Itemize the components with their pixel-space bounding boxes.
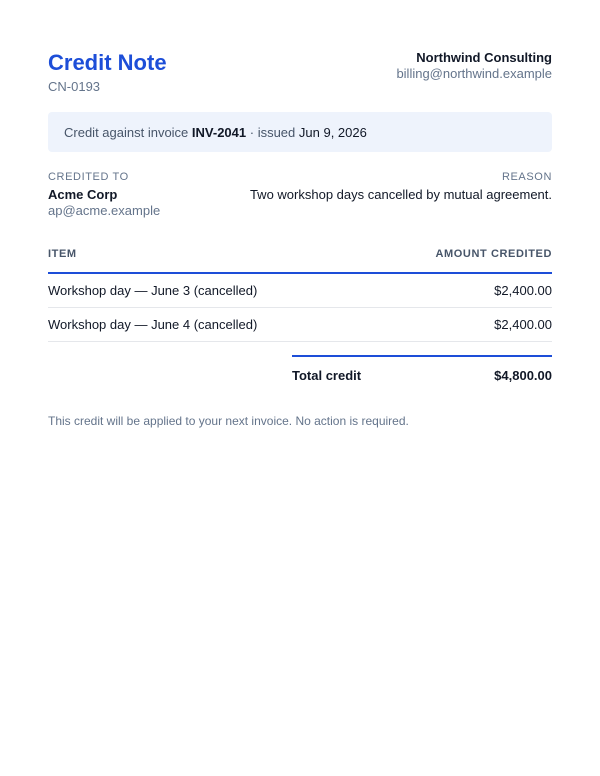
reference-issue-date: Jun 9, 2026 [298, 124, 367, 140]
table-row [48, 274, 552, 308]
reason-block [250, 170, 552, 230]
reference-prefix: Credit against invoice [64, 124, 189, 140]
issuer-block [396, 48, 552, 82]
credited-to-name: Acme Corp [48, 187, 118, 202]
table-row [48, 308, 552, 342]
document-header [48, 48, 552, 112]
row-item-amount: $2,400.00 [494, 317, 552, 332]
reference-separator: · issued [249, 124, 296, 140]
issuer-name: Northwind Consulting [416, 50, 552, 65]
total-label: Total credit [292, 367, 362, 383]
footer-note: This credit will be applied to your next invoice. No action is required. [48, 414, 409, 428]
document-number: CN-0193 [48, 79, 101, 94]
table-header [48, 247, 552, 274]
total-row [292, 355, 552, 391]
row-item-description: Workshop day — June 4 (cancelled) [48, 317, 258, 332]
column-header-item: ITEM [48, 248, 77, 260]
row-item-description: Workshop day — June 3 (cancelled) [48, 283, 258, 298]
credited-to-label: CREDITED TO [48, 171, 129, 183]
column-header-amount: AMOUNT CREDITED [435, 248, 552, 260]
total-amount: $4,800.00 [494, 367, 552, 383]
title-block [48, 48, 167, 95]
credited-to-block [48, 170, 160, 230]
document-title: Credit Note [48, 50, 167, 75]
parties-section [48, 170, 552, 230]
row-item-amount: $2,400.00 [494, 283, 552, 298]
credited-to-email: ap@acme.example [48, 203, 161, 218]
credit-note-document [48, 48, 552, 429]
reference-invoice-number: INV-2041 [191, 124, 247, 140]
total-section [48, 355, 552, 391]
reason-label: REASON [501, 171, 552, 183]
reason-text: Two workshop days cancelled by mutual agreement. [249, 187, 552, 202]
issuer-email: billing@northwind.example [396, 66, 552, 81]
invoice-reference-banner [48, 112, 552, 152]
line-items-table [48, 247, 552, 342]
